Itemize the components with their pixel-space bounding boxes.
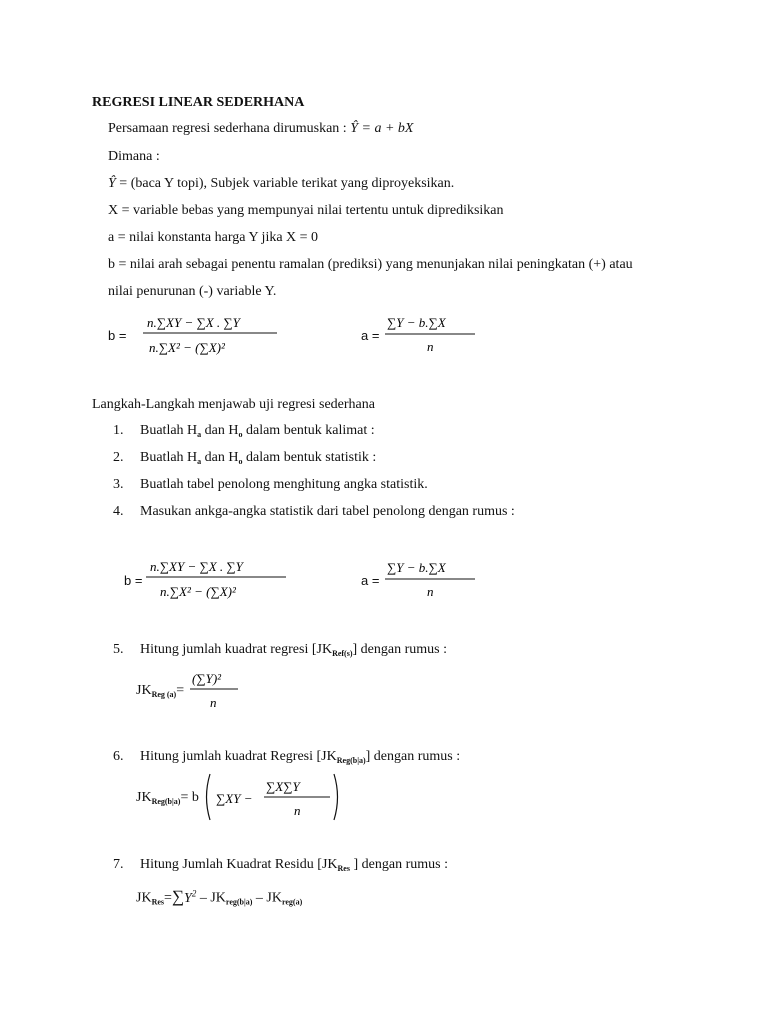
subscript: reg(a) bbox=[281, 897, 303, 907]
equals-sign: = bbox=[176, 683, 185, 698]
b-formula-numerator: n.∑XY − ∑X . ∑Y bbox=[147, 315, 240, 330]
b-formula-numerator-2: n.∑XY − ∑X . ∑Y bbox=[150, 559, 243, 574]
b-definition-line2: nilai penurunan (-) variable Y. bbox=[108, 284, 277, 299]
step-3 bbox=[113, 476, 428, 494]
step-number: 1. bbox=[113, 423, 124, 438]
step-number: 4. bbox=[113, 504, 124, 519]
b-formula-denominator: n.∑X² − (∑X)² bbox=[149, 340, 225, 355]
jk-reg-a-lhs bbox=[136, 682, 184, 704]
persamaan-text: Persamaan regresi sederhana dirumuskan : bbox=[108, 121, 347, 136]
subscript: Ref(s) bbox=[332, 649, 353, 658]
subscript: o bbox=[238, 430, 243, 439]
steps-heading: Langkah-Langkah menjawab uji regresi sederhana bbox=[92, 397, 375, 412]
step-text: Hitung jumlah kuadrat Regresi [JK bbox=[140, 749, 337, 764]
step-text: dan H bbox=[201, 450, 239, 465]
step-text: dalam bentuk kalimat : bbox=[242, 423, 375, 438]
subscript: Res bbox=[151, 897, 165, 907]
step-text: Hitung jumlah kuadrat regresi [JK bbox=[140, 642, 333, 657]
jk-reg-ba-lhs bbox=[136, 789, 199, 811]
sum-y-squared: $\sum Y^2$ bbox=[171, 886, 197, 906]
subscript: Reg (a) bbox=[151, 690, 177, 699]
regression-equation: = a + bX bbox=[361, 121, 414, 136]
step-number: 6. bbox=[113, 749, 124, 764]
jk-text: – JK bbox=[252, 890, 282, 906]
jk-reg-ba-sum-xy: ∑XY − bbox=[216, 791, 253, 806]
yhat-symbol-def: Ŷ bbox=[108, 176, 116, 191]
subscript: o bbox=[238, 457, 243, 466]
step-text: Hitung Jumlah Kuadrat Residu [JK bbox=[140, 857, 338, 872]
step-text: ] dengan rumus : bbox=[349, 857, 448, 872]
dimana-text: Dimana : bbox=[108, 149, 160, 164]
step-text: dalam bentuk statistik : bbox=[242, 450, 377, 465]
yhat-symbol: Ŷ bbox=[350, 121, 358, 136]
jk-text: JK bbox=[136, 683, 152, 698]
subscript: a bbox=[197, 457, 202, 466]
jk-reg-ba-expression bbox=[202, 770, 344, 824]
a-definition: a = nilai konstanta harga Y jika X = 0 bbox=[108, 230, 319, 245]
b-formula-label: b = bbox=[108, 328, 127, 343]
step-text: dan H bbox=[201, 423, 239, 438]
step-text: Buatlah H bbox=[140, 450, 198, 465]
yhat-definition-text: = (baca Y topi), Subjek variable terikat yang diproyeksikan. bbox=[119, 176, 455, 191]
jk-text: JK bbox=[136, 890, 152, 906]
step-5 bbox=[113, 641, 447, 663]
step-4 bbox=[113, 503, 515, 521]
persamaan-line bbox=[108, 120, 413, 138]
jk-text: – JK bbox=[196, 890, 226, 906]
equals-sign: = b bbox=[180, 790, 199, 805]
subscript: reg(b|a) bbox=[225, 897, 253, 907]
a-formula-denominator: n bbox=[427, 339, 434, 354]
a-formula-label-2: a = bbox=[361, 573, 380, 588]
step-text: Buatlah H bbox=[140, 423, 198, 438]
step-number: 5. bbox=[113, 642, 124, 657]
b-formula-fraction bbox=[143, 308, 283, 360]
jk-reg-a-numerator: (∑Y)² bbox=[192, 671, 222, 686]
b-formula-fraction-2 bbox=[146, 552, 292, 604]
step-1 bbox=[113, 422, 375, 444]
step-number: 3. bbox=[113, 477, 124, 492]
step-text: Buatlah tabel penolong menghitung angka statistik. bbox=[140, 477, 428, 492]
a-formula-label: a = bbox=[361, 328, 380, 343]
equals-sign: = bbox=[164, 890, 172, 906]
subscript: Reg(b|a) bbox=[151, 797, 181, 806]
a-formula-denominator-2: n bbox=[427, 584, 434, 599]
jk-text: JK bbox=[136, 790, 152, 805]
b-formula-denominator-2: n.∑X² − (∑X)² bbox=[160, 584, 236, 599]
jk-reg-ba-denominator: n bbox=[294, 803, 301, 818]
page-title: REGRESI LINEAR SEDERHANA bbox=[92, 95, 305, 110]
step-6 bbox=[113, 748, 460, 770]
step-number: 2. bbox=[113, 450, 124, 465]
step-text: ] dengan rumus : bbox=[352, 642, 447, 657]
a-formula-fraction bbox=[385, 310, 485, 358]
step-2 bbox=[113, 449, 376, 471]
step-text: Masukan ankga-angka statistik dari tabel penolong dengan rumus : bbox=[140, 504, 515, 519]
subscript: Res bbox=[337, 864, 350, 873]
yhat-definition bbox=[108, 175, 454, 193]
jk-reg-a-denominator: n bbox=[210, 695, 217, 710]
a-formula-numerator-2: ∑Y − b.∑X bbox=[387, 560, 446, 575]
jk-reg-ba-numerator: ∑X∑Y bbox=[266, 779, 300, 794]
subscript: Reg(b|a) bbox=[336, 756, 366, 765]
a-formula-fraction-2 bbox=[385, 555, 485, 603]
jk-reg-a-fraction bbox=[190, 664, 246, 714]
jk-res-formula bbox=[136, 884, 302, 912]
x-definition: X = variable bebas yang mempunyai nilai tertentu untuk diprediksikan bbox=[108, 203, 504, 218]
step-number: 7. bbox=[113, 857, 124, 872]
step-text: ] dengan rumus : bbox=[365, 749, 461, 764]
subscript: a bbox=[197, 430, 202, 439]
step-7 bbox=[113, 856, 448, 878]
b-definition-line1: b = nilai arah sebagai penentu ramalan (prediksi) yang menunjakan nilai peningkatan (+) atau bbox=[108, 257, 633, 272]
a-formula-numerator: ∑Y − b.∑X bbox=[387, 315, 446, 330]
b-formula-label-2: b = bbox=[124, 573, 143, 588]
